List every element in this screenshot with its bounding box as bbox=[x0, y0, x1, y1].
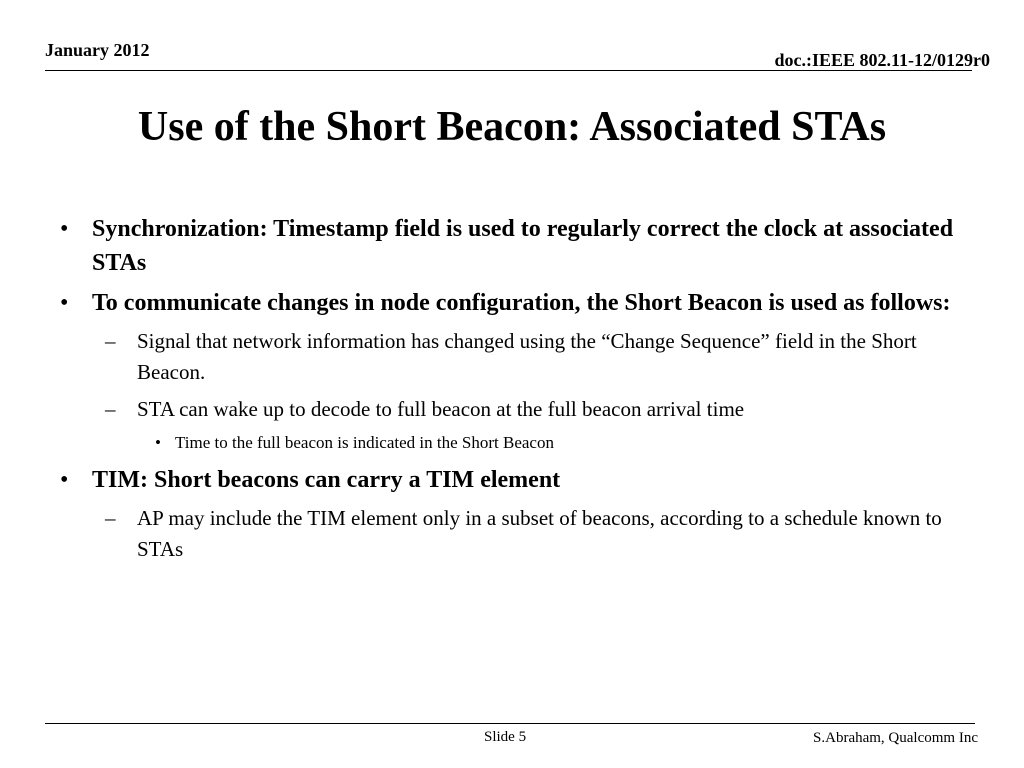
bullet-node-configuration bbox=[60, 286, 970, 320]
footer-divider bbox=[45, 723, 975, 724]
header-date: January 2012 bbox=[45, 40, 150, 60]
slide-body bbox=[60, 212, 970, 571]
bullet-text: To communicate changes in node configuration, the Short Beacon is used as follows: bbox=[92, 290, 951, 316]
footer-slide-number: Slide 5 bbox=[484, 729, 527, 745]
sub-bullet-text: AP may include the TIM element only in a subset of beacons, according to a schedule known to STAs bbox=[137, 506, 942, 561]
header-divider bbox=[45, 70, 972, 71]
footer-author: S.Abraham, Qualcomm Inc bbox=[813, 730, 978, 746]
bullet-marker: • bbox=[155, 433, 161, 452]
bullet-marker: • bbox=[60, 290, 69, 316]
sub-bullet-wake-up bbox=[105, 394, 970, 425]
sub-bullet-text: STA can wake up to decode to full beacon at the full beacon arrival time bbox=[137, 397, 745, 421]
dash-marker: – bbox=[105, 329, 116, 353]
bullet-text: TIM: Short beacons can carry a TIM element bbox=[92, 467, 561, 493]
sub-sub-bullet-text: Time to the full beacon is indicated in the Short Beacon bbox=[175, 433, 554, 452]
dash-marker: – bbox=[105, 506, 116, 530]
bullet-synchronization bbox=[60, 212, 970, 280]
bullet-tim bbox=[60, 463, 970, 497]
sub-bullet-change-sequence bbox=[105, 326, 970, 388]
header-doc-id: doc.:IEEE 802.11-12/0129r0 bbox=[774, 50, 990, 70]
dash-marker: – bbox=[105, 397, 116, 421]
bullet-marker: • bbox=[60, 216, 69, 242]
bullet-text: Synchronization: Timestamp field is used to regularly correct the clock at associated STAs bbox=[92, 216, 954, 276]
sub-bullet-tim-subset bbox=[105, 503, 970, 565]
sub-sub-bullet-full-beacon-time bbox=[155, 431, 970, 455]
bullet-marker: • bbox=[60, 467, 69, 493]
sub-bullet-text: Signal that network information has changed using the “Change Sequence” field in the Short Beacon. bbox=[137, 329, 917, 384]
slide-title: Use of the Short Beacon: Associated STAs bbox=[137, 104, 887, 150]
